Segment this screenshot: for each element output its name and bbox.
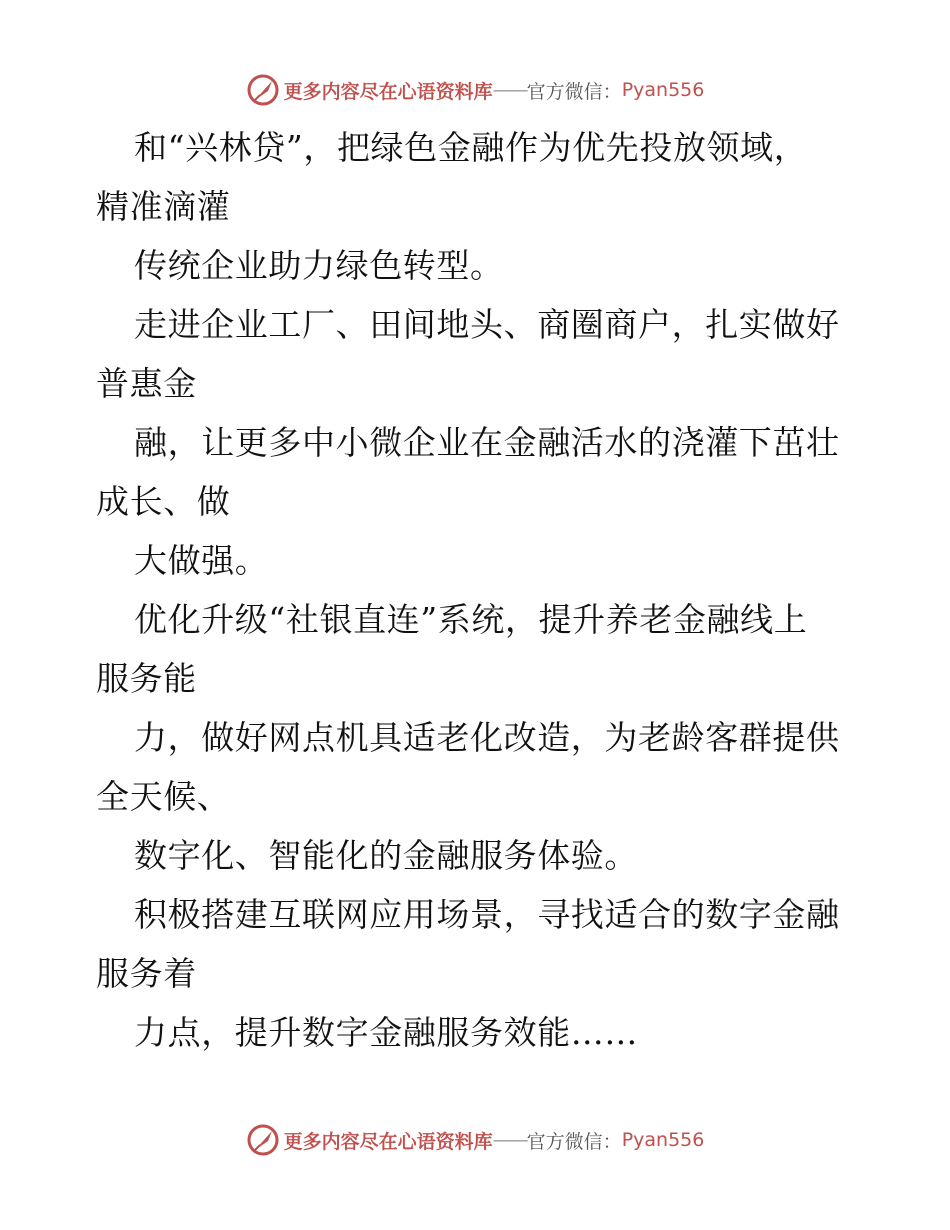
text-line: 大做强。	[134, 541, 269, 580]
watermark-text: 更多内容尽在心语资料库	[283, 1130, 493, 1153]
watermark-wechat-id: Pyan556	[621, 79, 705, 101]
watermark-dash: ——	[492, 79, 527, 101]
watermark-dash: ——	[492, 1129, 527, 1151]
watermark-wechat-id: Pyan556	[621, 1129, 705, 1151]
text-line: 力，做好网点机具适老化改造，为老龄客群提供	[134, 718, 840, 757]
text-line: 精准滴灌	[96, 187, 231, 226]
quill-pen-logo-icon	[246, 1123, 280, 1157]
text-line: 传统企业助力绿色转型。	[134, 246, 504, 285]
text-line: 成长、做	[96, 482, 231, 521]
text-line: 和“兴林贷”，把绿色金融作为优先投放领域，	[134, 128, 808, 167]
text-line: 普惠金	[96, 364, 197, 403]
text-line: 走进企业工厂、田间地头、商圈商户，扎实做好	[134, 305, 840, 344]
text-line: 数字化、智能化的金融服务体验。	[134, 836, 638, 875]
watermark-wechat-label: 官方微信：	[526, 1130, 622, 1153]
header-watermark	[0, 70, 950, 110]
text-line: 融，让更多中小微企业在金融活水的浇灌下茁壮	[134, 423, 840, 462]
footer-watermark	[0, 1120, 950, 1160]
text-line: 力点，提升数字金融服务效能……	[134, 1013, 638, 1052]
text-line: 服务能	[96, 659, 197, 698]
document-body	[96, 118, 856, 1062]
quill-pen-logo-icon	[246, 73, 280, 107]
watermark-wechat-label: 官方微信：	[526, 80, 622, 103]
text-line: 服务着	[96, 954, 197, 993]
watermark-text: 更多内容尽在心语资料库	[283, 80, 493, 103]
text-line: 积极搭建互联网应用场景，寻找适合的数字金融	[134, 895, 840, 934]
text-line: 全天候、	[96, 777, 231, 816]
text-line: 优化升级“社银直连”系统，提升养老金融线上	[134, 600, 808, 639]
